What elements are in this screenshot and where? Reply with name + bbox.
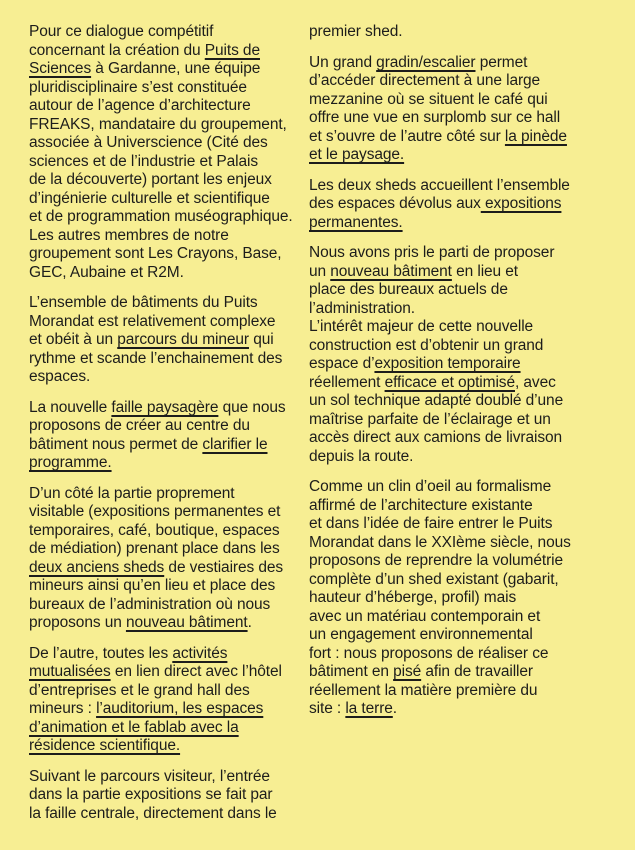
text-line	[309, 626, 609, 645]
paragraph	[29, 23, 309, 282]
text-segment: proposons un	[29, 614, 126, 631]
paragraph	[309, 478, 609, 719]
text-line	[29, 614, 309, 633]
text-line	[29, 350, 309, 369]
underlined-phrase: mutualisées	[29, 663, 111, 680]
text-segment: mineurs ainsi qu’en lieu et place des	[29, 577, 276, 594]
text-line	[309, 300, 609, 319]
text-line	[309, 91, 609, 110]
text-segment: et de programmation muséographique.	[29, 208, 293, 225]
text-line	[29, 190, 309, 209]
text-line	[29, 786, 309, 805]
underlined-phrase: deux anciens sheds	[29, 558, 165, 576]
text-line	[309, 478, 609, 497]
underlined-phrase: permanentes.	[309, 213, 403, 231]
text-segment: permet	[475, 53, 528, 71]
underlined-phrase: programme.	[29, 454, 112, 471]
text-segment: FREAKS, mandataire du groupement,	[29, 115, 287, 133]
text-line	[29, 79, 309, 98]
text-segment: Nous avons pris le parti de proposer	[309, 244, 555, 261]
text-line	[309, 589, 609, 608]
text-segment: mezzanine où se situent le café qui	[309, 90, 548, 108]
text-line	[29, 737, 309, 756]
text-segment: proposons de créer au centre du	[29, 417, 250, 434]
text-segment: Morandat dans le XXIème siècle, nous	[309, 533, 571, 551]
text-segment: affirmé de l’architecture existante	[309, 496, 533, 514]
text-segment: La nouvelle	[29, 398, 112, 416]
text-segment: place des bureaux actuels de	[309, 281, 508, 298]
underlined-phrase: clarifier le	[202, 435, 268, 453]
text-line	[29, 682, 309, 701]
text-line	[29, 116, 309, 135]
text-segment: L’ensemble de bâtiments du Puits	[29, 294, 258, 311]
text-segment: temporaires, café, boutique, espaces	[29, 521, 280, 539]
text-line	[309, 109, 609, 128]
text-segment: maîtrise parfaite de l’éclairage et un	[309, 410, 551, 428]
text-line	[29, 485, 309, 504]
text-segment: et dans l’idée de faire entrer le Puits	[309, 515, 553, 532]
text-segment: de médiation) prenant place dans les	[29, 540, 280, 557]
text-segment: visitable (expositions permanentes et	[29, 503, 281, 520]
text-line	[309, 663, 609, 682]
text-line	[309, 146, 609, 165]
text-segment: d’entreprises et le grand hall des	[29, 681, 250, 699]
text-line	[309, 700, 609, 719]
text-segment: en lieu et	[451, 262, 519, 280]
text-segment: la faille centrale, directement dans le	[29, 804, 277, 822]
text-segment: espace d’	[309, 355, 375, 372]
text-line	[29, 264, 309, 283]
text-line	[309, 281, 609, 300]
text-line	[309, 448, 609, 467]
text-line	[29, 42, 309, 61]
text-line	[29, 60, 309, 79]
text-segment: des espaces dévolus aux	[309, 195, 481, 212]
text-line	[309, 392, 609, 411]
text-line	[29, 23, 309, 42]
text-segment: associée à Universcience (Cité des	[29, 134, 268, 151]
paragraph	[29, 645, 309, 756]
text-line	[309, 318, 609, 337]
text-line	[309, 497, 609, 516]
text-segment: L’intérêt majeur de cette nouvelle	[309, 318, 534, 335]
text-segment: réellement	[309, 373, 385, 391]
text-segment: D’un côté la partie proprement	[29, 484, 235, 502]
text-line	[29, 153, 309, 172]
text-segment: Suivant le parcours visiteur, l’entrée	[29, 767, 270, 785]
underlined-phrase: nouveau bâtiment	[330, 262, 452, 280]
text-segment: que nous	[218, 398, 286, 416]
text-line	[29, 368, 309, 387]
text-segment: fort : nous proposons de réaliser ce	[309, 644, 549, 662]
text-line	[309, 72, 609, 91]
text-line	[309, 534, 609, 553]
text-segment: depuis la route.	[309, 447, 414, 465]
underlined-phrase: l’auditorium, les espaces	[96, 700, 264, 717]
text-line	[29, 313, 309, 332]
text-segment: de la découverte) portant les enjeux	[29, 171, 272, 188]
paragraph	[29, 768, 309, 824]
underlined-phrase: la pinède	[504, 127, 567, 145]
text-segment: de vestiaires des	[164, 558, 284, 576]
text-line	[29, 700, 309, 719]
text-segment: construction est d’obtenir un grand	[309, 336, 544, 354]
text-segment: , avec	[514, 373, 556, 391]
text-line	[309, 263, 609, 282]
underlined-phrase: expositions	[480, 195, 562, 212]
text-segment: un sol technique adapté doublé d’une	[309, 392, 564, 409]
text-segment: sciences et de l’industrie et Palais	[29, 152, 259, 170]
text-segment: en lien direct avec l’hôtel	[110, 663, 282, 680]
text-segment: site :	[309, 700, 346, 717]
underlined-phrase: la terre	[345, 700, 393, 717]
text-line	[29, 245, 309, 264]
text-line	[29, 399, 309, 418]
underlined-phrase: résidence scientifique.	[29, 737, 181, 754]
text-line	[309, 128, 609, 147]
text-segment: concernant la création du	[29, 41, 205, 59]
text-segment: premier shed.	[309, 23, 403, 40]
text-segment: bâtiment en	[309, 663, 394, 680]
underlined-phrase: activités	[172, 644, 228, 662]
paragraph	[29, 485, 309, 633]
text-segment: et s’ouvre de l’autre côté sur	[309, 127, 505, 145]
text-line	[309, 23, 609, 42]
text-line	[309, 177, 609, 196]
underlined-phrase: et le paysage.	[309, 146, 405, 163]
paragraph	[309, 177, 609, 233]
text-segment: hauteur d’héberge, profil) mais	[309, 589, 517, 606]
text-column-right	[309, 23, 609, 719]
text-segment: autour de l’agence d’architecture	[29, 97, 251, 114]
text-segment: complète d’un shed existant (gabarit,	[309, 570, 559, 588]
text-column-left	[29, 23, 309, 823]
underlined-phrase: exposition temporaire	[374, 355, 521, 372]
text-line	[309, 608, 609, 627]
underlined-phrase: Sciences	[29, 60, 92, 77]
text-line	[309, 355, 609, 374]
text-line	[29, 454, 309, 473]
text-segment: proposons de reprendre la volumétrie	[309, 552, 564, 569]
text-line	[29, 134, 309, 153]
text-segment: réellement la matière première du	[309, 681, 538, 699]
text-segment: Un grand	[309, 53, 377, 71]
paragraph	[29, 399, 309, 473]
text-segment: .	[247, 614, 252, 631]
paragraph	[309, 23, 609, 42]
text-segment: Morandat est relativement complexe	[29, 312, 276, 330]
text-segment: pluridisciplinaire s’est constituée	[29, 78, 247, 96]
paragraph	[29, 294, 309, 387]
text-segment: avec un matériau contemporain et	[309, 607, 541, 625]
text-segment: rythme et scande l’enchainement des	[29, 349, 283, 367]
text-line	[29, 503, 309, 522]
text-line	[309, 214, 609, 233]
text-line	[29, 417, 309, 436]
text-line	[29, 663, 309, 682]
underlined-phrase: nouveau bâtiment	[125, 614, 248, 631]
text-segment: à Gardanne, une équipe	[91, 60, 261, 77]
text-line	[29, 208, 309, 227]
underlined-phrase: Puits de	[204, 41, 260, 59]
text-segment: Pour ce dialogue compétitif	[29, 23, 214, 40]
text-line	[309, 195, 609, 214]
text-line	[29, 227, 309, 246]
text-segment: accès direct aux camions de livraison	[309, 429, 563, 446]
text-segment: espaces.	[29, 368, 91, 385]
text-segment: groupement sont Les Crayons, Base,	[29, 245, 282, 262]
text-segment: mineurs :	[29, 700, 97, 717]
text-segment: l’administration.	[309, 299, 415, 317]
text-line	[29, 522, 309, 541]
text-line	[29, 331, 309, 350]
underlined-phrase: gradin/escalier	[376, 53, 476, 71]
underlined-phrase: efficace et optimisé	[384, 373, 515, 391]
text-line	[29, 768, 309, 787]
text-line	[29, 645, 309, 664]
text-line	[309, 337, 609, 356]
text-line	[309, 515, 609, 534]
text-segment: GEC, Aubaine et R2M.	[29, 263, 184, 281]
text-segment: et obéit à un	[29, 331, 118, 348]
text-segment: offre une vue en surplomb sur ce hall	[309, 109, 561, 126]
underlined-phrase: faille paysagère	[111, 398, 219, 416]
text-segment: Les autres membres de notre	[29, 226, 229, 244]
text-segment: un	[309, 262, 331, 280]
text-line	[29, 577, 309, 596]
text-line	[309, 429, 609, 448]
text-line	[309, 244, 609, 263]
text-segment: dans la partie expositions se fait par	[29, 786, 273, 803]
text-line	[29, 805, 309, 824]
text-segment: Les deux sheds accueillent l’ensemble	[309, 176, 570, 194]
text-segment: bureaux de l’administration où nous	[29, 595, 271, 613]
text-segment: afin de travailler	[421, 663, 533, 680]
text-line	[29, 97, 309, 116]
underlined-phrase: d’animation et le fablab avec la	[29, 718, 239, 736]
text-segment: .	[392, 700, 398, 717]
text-line	[29, 596, 309, 615]
text-segment: De l’autre, toutes les	[29, 644, 173, 662]
text-line	[309, 54, 609, 73]
text-segment: bâtiment nous permet de	[29, 435, 203, 453]
text-line	[309, 552, 609, 571]
text-segment: qui	[248, 331, 274, 348]
text-line	[309, 571, 609, 590]
text-segment: Comme un clin d’oeil au formalisme	[309, 478, 552, 495]
text-line	[29, 171, 309, 190]
text-line	[309, 682, 609, 701]
paragraph	[309, 54, 609, 165]
text-segment: un engagement environnemental	[309, 626, 533, 643]
text-line	[29, 719, 309, 738]
text-line	[29, 294, 309, 313]
text-line	[309, 374, 609, 393]
text-line	[309, 411, 609, 430]
text-line	[309, 645, 609, 664]
text-segment: d’accéder directement à une large	[309, 72, 541, 89]
underlined-phrase: pisé	[393, 663, 422, 680]
underlined-phrase: parcours du mineur	[117, 331, 249, 348]
text-line	[29, 559, 309, 578]
paragraph	[309, 244, 609, 466]
text-line	[29, 436, 309, 455]
text-segment: d’ingénierie culturelle et scientifique	[29, 189, 270, 207]
text-line	[29, 540, 309, 559]
